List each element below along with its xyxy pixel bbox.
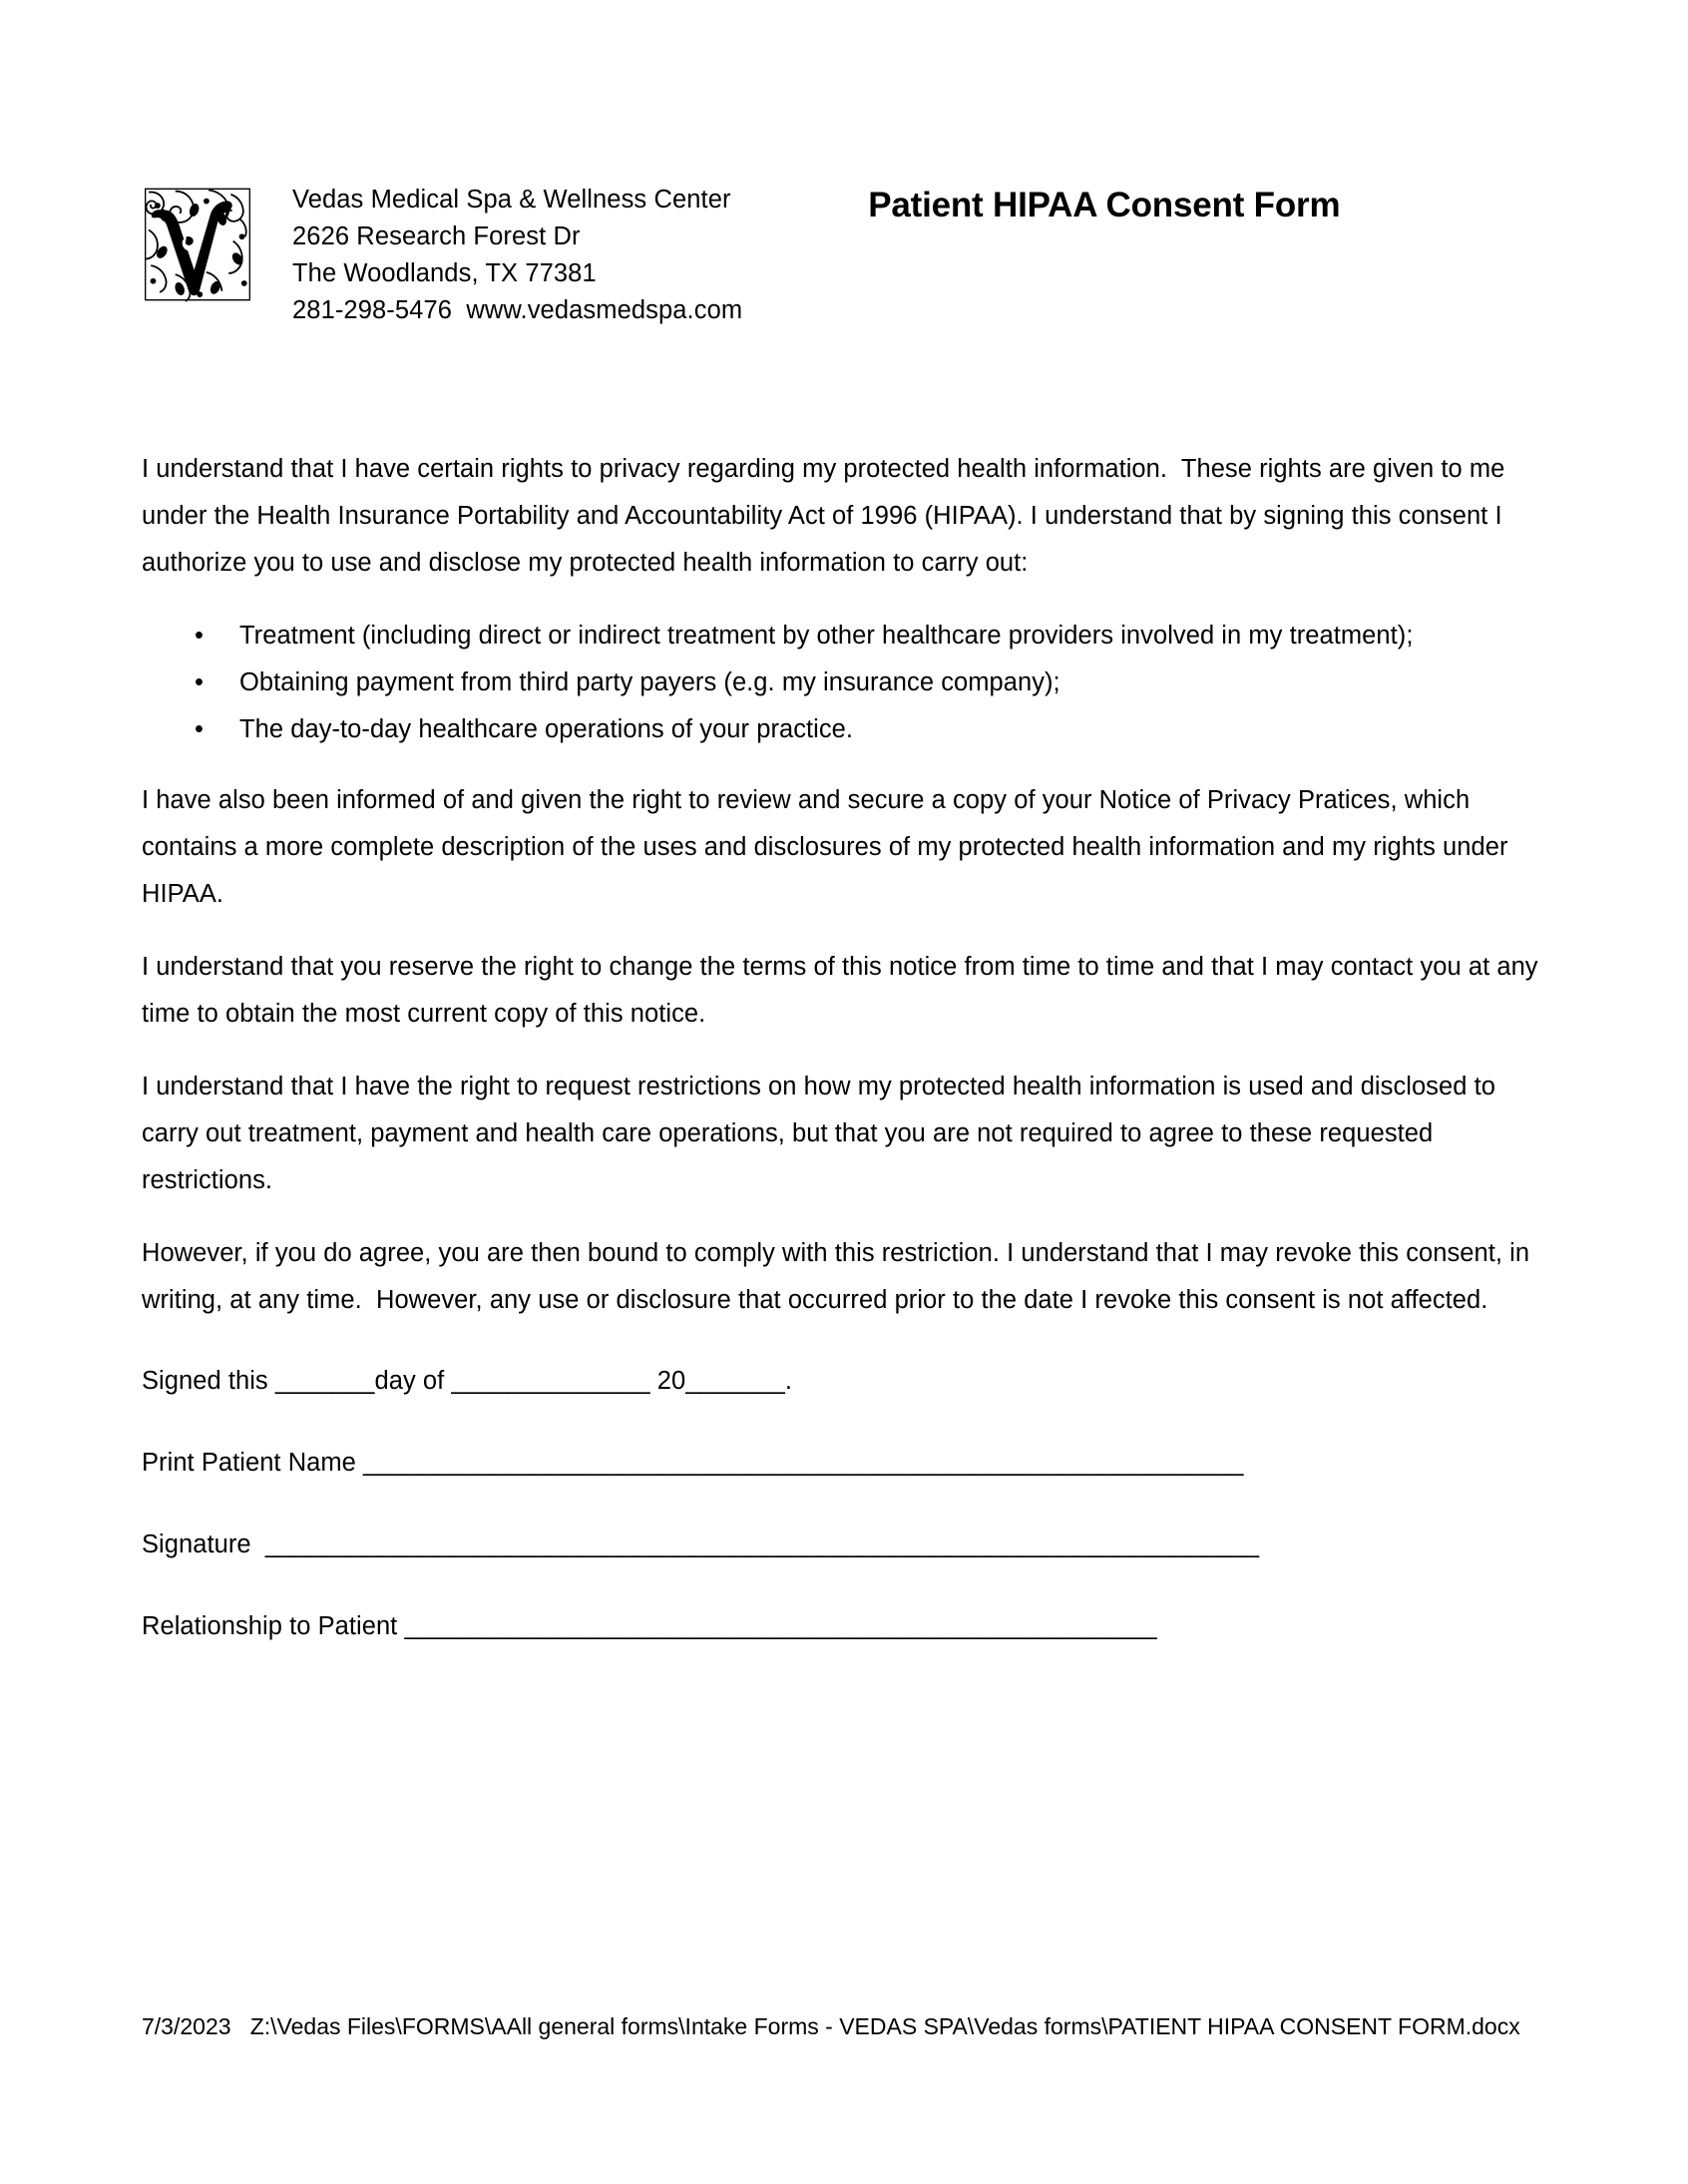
- signed-date-field[interactable]: Signed this _______day of ______________ 20_______.: [142, 1367, 792, 1395]
- document-footer: [142, 2007, 1558, 2045]
- footer-file-path: Z:\Vedas Files\FORMS\AAll general forms\Intake Forms - VEDAS SPA\Vedas forms\PATIENT HIPAA CONSENT FORM.docx: [249, 2013, 1520, 2039]
- footer-date: 7/3/2023: [142, 2013, 231, 2039]
- list-item-label: Treatment (including direct or indirect treatment by other healthcare providers involved in my treatment);: [239, 622, 1414, 650]
- bullet-icon: •: [195, 668, 204, 696]
- list-item-label: Obtaining payment from third party payers (e.g. my insurance company);: [239, 668, 1060, 696]
- permitted-uses-list: [142, 613, 1556, 753]
- paragraph-request-restrictions: I understand that I have the right to request restrictions on how my protected health information is used and disclosed to carry out treatment, payment and health care operations, but that you are not required to agree to these requested restrictions.: [142, 1073, 1503, 1194]
- clinic-logo: [142, 182, 259, 303]
- paragraph-revocation: However, if you do agree, you are then bound to comply with this restriction. I understand that I may revoke this consent, in writing, at any time. However, any use or disclosure that occurred prior to the date I revoke this consent is not affected.: [142, 1239, 1537, 1314]
- clinic-name: Vedas Medical Spa & Wellness Center: [292, 186, 731, 214]
- document-body: [142, 446, 1556, 1685]
- signature-block: [142, 1358, 1556, 1650]
- clinic-phone-and-website: 281-298-5476 www.vedasmedspa.com: [292, 296, 743, 324]
- ornate-illuminated-letter-v-logo-icon: [142, 186, 253, 303]
- list-item: [142, 706, 1556, 753]
- document-header: [142, 182, 1558, 329]
- list-item-label: The day-to-day healthcare operations of your practice.: [239, 715, 854, 743]
- clinic-contact-block: [292, 182, 742, 329]
- page-title: Patient HIPAA Consent Form: [868, 186, 1341, 224]
- footer-text: [142, 2007, 1558, 2045]
- print-patient-name-field[interactable]: Print Patient Name ______________________________________________________________: [142, 1449, 1244, 1477]
- clinic-street-address: 2626 Research Forest Dr: [292, 222, 581, 250]
- clinic-city-state-zip: The Woodlands, TX 77381: [292, 259, 597, 287]
- bullet-icon: •: [195, 715, 204, 743]
- list-item: [142, 659, 1556, 706]
- paragraph-rights-intro: I understand that I have certain rights to privacy regarding my protected health information. These rights are given to me under the Health Insurance Portability and Accountability Act of 1996 (HIPAA). I understand that by signing this consent I authorize you to use and disclose my protected health information to carry out:: [142, 455, 1512, 577]
- signature-field[interactable]: Signature ______________________________________________________________________: [142, 1530, 1260, 1558]
- paragraph-notice-of-privacy-practices: I have also been informed of and given the right to review and secure a copy of your Notice of Privacy Pratices, which contains a more complete description of the uses and disclosures of my protected health information and my rights under HIPAA.: [142, 786, 1515, 908]
- bullet-icon: •: [195, 622, 204, 650]
- paragraph-terms-change: I understand that you reserve the right to change the terms of this notice from time to time and that I may contact you at any time to obtain the most current copy of this notice.: [142, 953, 1545, 1028]
- list-item: [142, 613, 1556, 659]
- relationship-to-patient-field[interactable]: Relationship to Patient _____________________________________________________: [142, 1612, 1157, 1640]
